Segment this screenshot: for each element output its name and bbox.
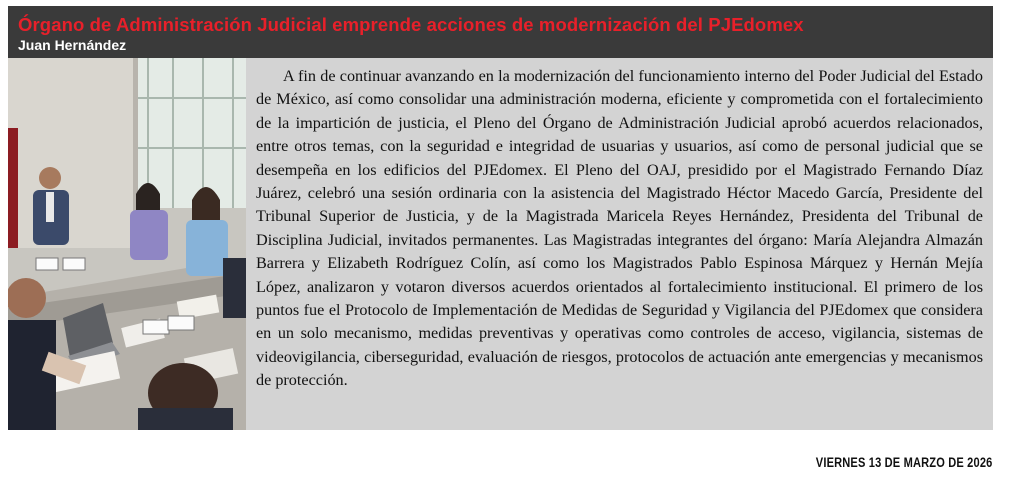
article-body-text: A fin de continuar avanzando en la modernización del funcionamiento interno del Poder Judicial del Estado de México, así como consolidar una administración moderna, eficiente y comprometida con el fortalecimiento de la impartición de justicia, el Pleno del Órgano de Administración Judicial aprobó acuerdos relacionados, entre otros temas, con la seguridad e integridad de usuarias y usuarios, así como de personal judicial que se desempeña en los edificios del PJEdomex. El Pleno del OAJ, presidido por el Magistrado Fernando Díaz Juárez, celebró una sesión ordinaria con la asistencia del Magistrado Héctor Macedo García, Presidente del Tribunal Superior de Justicia, y de la Magistrada Maricela Reyes Hernández, Presidenta del Tribunal de Disciplina Judicial, invitados permanentes. Las Magistradas integrantes del órgano: María Alejandra Almazán Barrera y Elizabeth Rodríguez Colín, así como los Magistrados Pablo Espinosa Márquez y Hernán Mejía López, analizaron y votaron diversos acuerdos orientados al fortalecimiento institucional. El primero de los puntos fue el Protocolo de Implementación de Medidas de Seguridad y Vigilancia del PJEdomex que considera en un solo mecanismo, medidas preventivas y operativas como controles de acceso, vigilancia, sistemas de videovigilancia, ciberseguridad, evaluación de riesgos, protocolos de actuación ante emergencias y mecanismos de protección. — [256, 67, 983, 390]
publication-date: VIERNES 13 DE MARZO DE 2026 — [815, 455, 992, 470]
article-title: Órgano de Administración Judicial emprende acciones de modernización del PJEdomex — [18, 14, 804, 35]
article-header — [8, 6, 993, 58]
article-photo — [8, 58, 246, 430]
article-body-box — [246, 58, 993, 430]
article-author: Juan Hernández — [18, 37, 127, 53]
